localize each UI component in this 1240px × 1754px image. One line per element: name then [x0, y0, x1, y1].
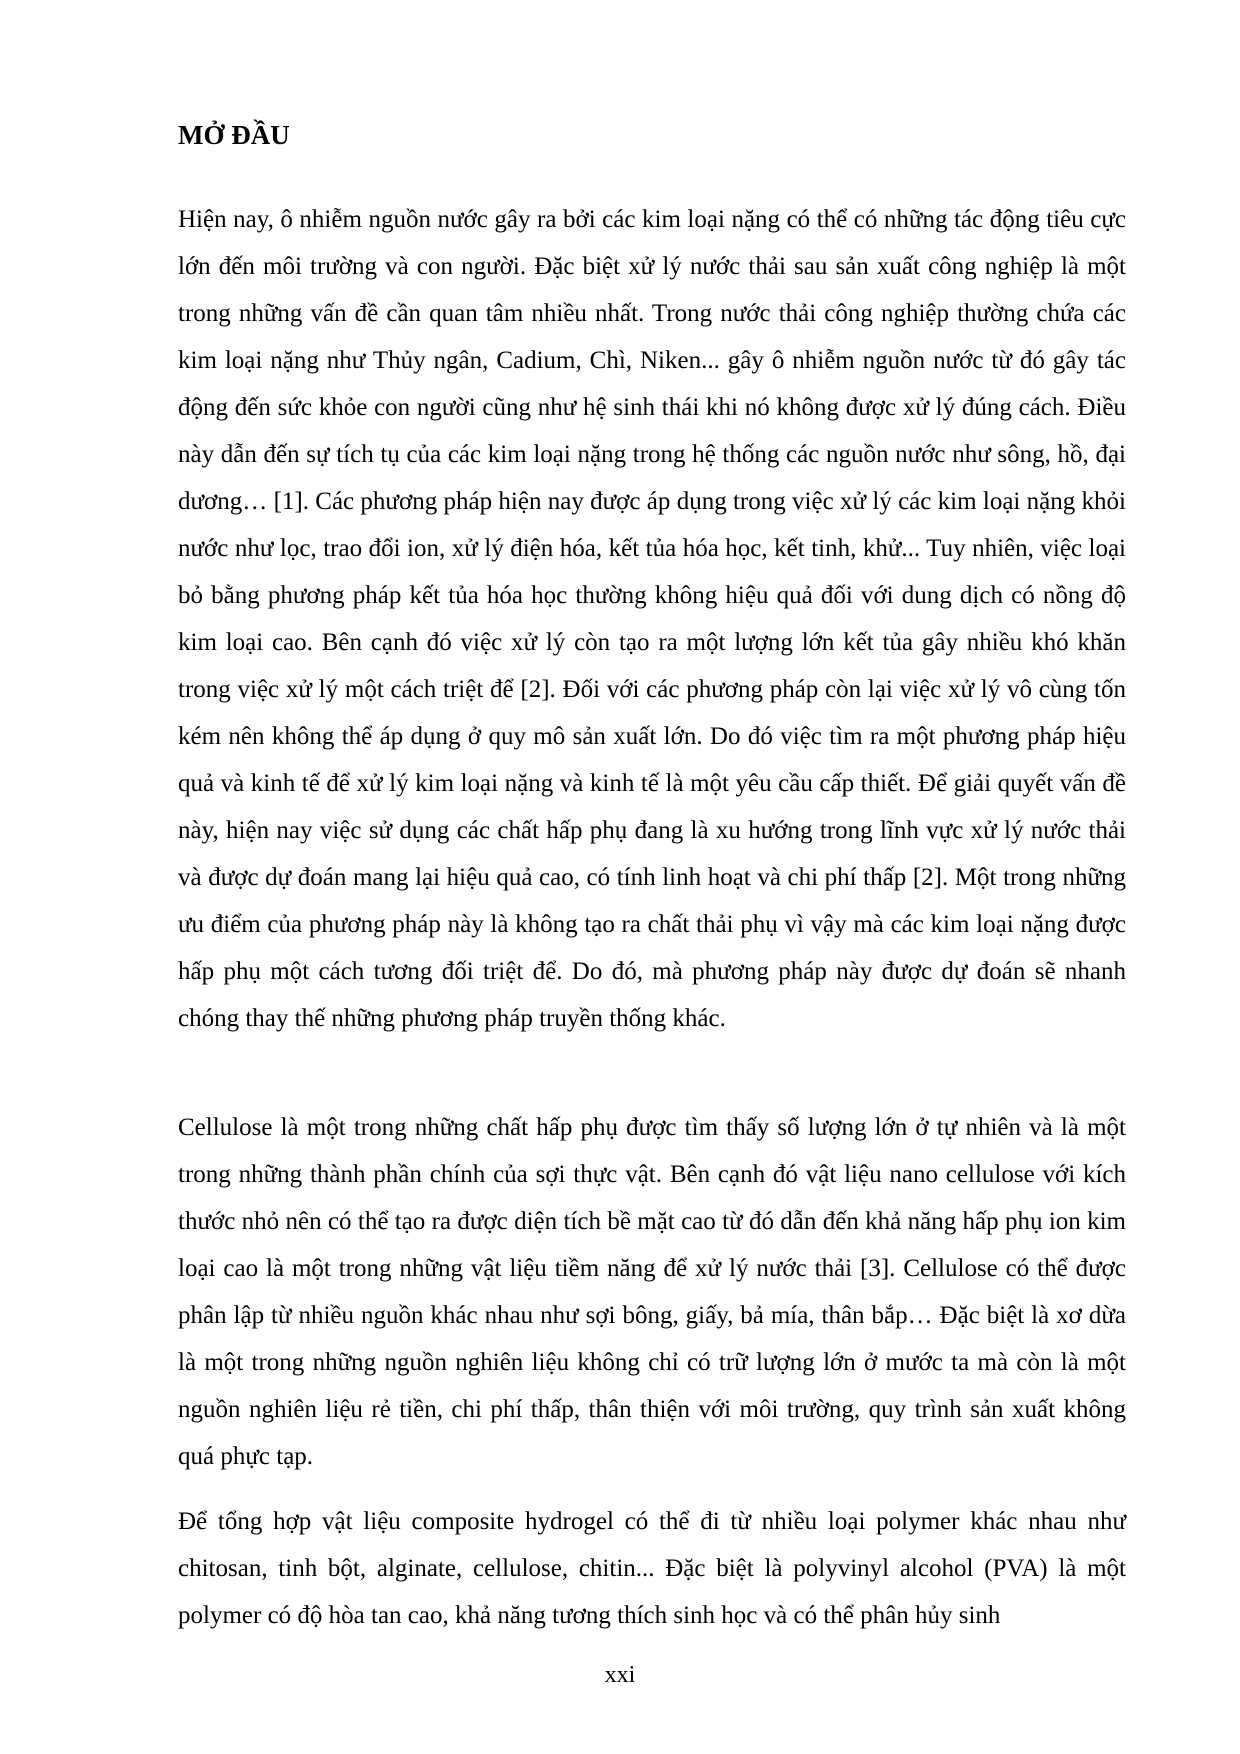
paragraph-3: Để tổng hợp vật liệu composite hydrogel có thể đi từ nhiều loại polymer khác nhau như chitosan, tinh bột, alginate, cellulose, chitin... Đặc biệt là polyvinyl alcohol (PVA) là một polymer có độ hòa tan cao, khả năng tương thích sinh học và có thể phân hủy sinh: [178, 1508, 1126, 1629]
page-number: xxi: [604, 1662, 636, 1688]
paragraph-1: Hiện nay, ô nhiễm nguồn nước gây ra bởi các kim loại nặng có thể có những tác động tiêu cực lớn đến môi trường và con người. Đặc biệt xử lý nước thải sau sản xuất công nghiệp là một trong những vấn đề cần quan tâm nhiều nhất. Trong nước thải công nghiệp thường chứa các kim loại nặng như Thủy ngân, Cadium, Chì, Niken... gây ô nhiễm nguồn nước từ đó gây tác động đến sức khỏe con người cũng như hệ sinh thái khi nó không được xử lý đúng cách. Điều này dẫn đến sự tích tụ của các kim loại nặng trong hệ thống các nguồn nước như sông, hồ, đại dương… [1]. Các phương pháp hiện nay được áp dụng trong việc xử lý các kim loại nặng khỏi nước như lọc, trao đổi ion, xử lý điện hóa, kết tủa hóa học, kết tinh, khử... Tuy nhiên, việc loại bỏ bằng phương pháp kết tủa hóa học thường không hiệu quả đối với dung dịch có nồng độ kim loại cao. Bên cạnh đó việc xử lý còn tạo ra một lượng lớn kết tủa gây nhiều khó khăn trong việc xử lý một cách triệt để [2]. Đối với các phương pháp còn lại việc xử lý vô cùng tốn kém nên không thể áp dụng ở quy mô sản xuất lớn. Do đó việc tìm ra một phương pháp hiệu quả và kinh tế để xử lý kim loại nặng và kinh tế là một yêu cầu cấp thiết. Để giải quyết vấn đề này, hiện nay việc sử dụng các chất hấp phụ đang là xu hướng trong lĩnh vực xử lý nước thải và được dự đoán mang lại hiệu quả cao, có tính linh hoạt và chi phí thấp [2]. Một trong những ưu điểm của phương pháp này là không tạo ra chất thải phụ vì vậy mà các kim loại nặng được hấp phụ một cách tương đối triệt để. Do đó, mà phương pháp này được dự đoán sẽ nhanh chóng thay thế những phương pháp truyền thống khác.: [178, 206, 1126, 1032]
section-heading: MỞ ĐẦU: [178, 120, 290, 150]
paragraph-2: Cellulose là một trong những chất hấp phụ được tìm thấy số lượng lớn ở tự nhiên và là một trong những thành phần chính của sợi thực vật. Bên cạnh đó vật liệu nano cellulose với kích thước nhỏ nên có thể tạo ra được diện tích bề mặt cao từ đó dẫn đến khả năng hấp phụ ion kim loại cao là một trong những vật liệu tiềm năng để xử lý nước thải [3]. Cellulose có thể được phân lập từ nhiều nguồn khác nhau như sợi bông, giấy, bả mía, thân bắp… Đặc biệt là xơ dừa là một trong những nguồn nghiên liệu không chỉ có trữ lượng lớn ở mước ta mà còn là một nguồn nghiên liệu rẻ tiền, chi phí thấp, thân thiện với môi trường, quy trình sản xuất không quá phực tạp.: [178, 1114, 1126, 1470]
